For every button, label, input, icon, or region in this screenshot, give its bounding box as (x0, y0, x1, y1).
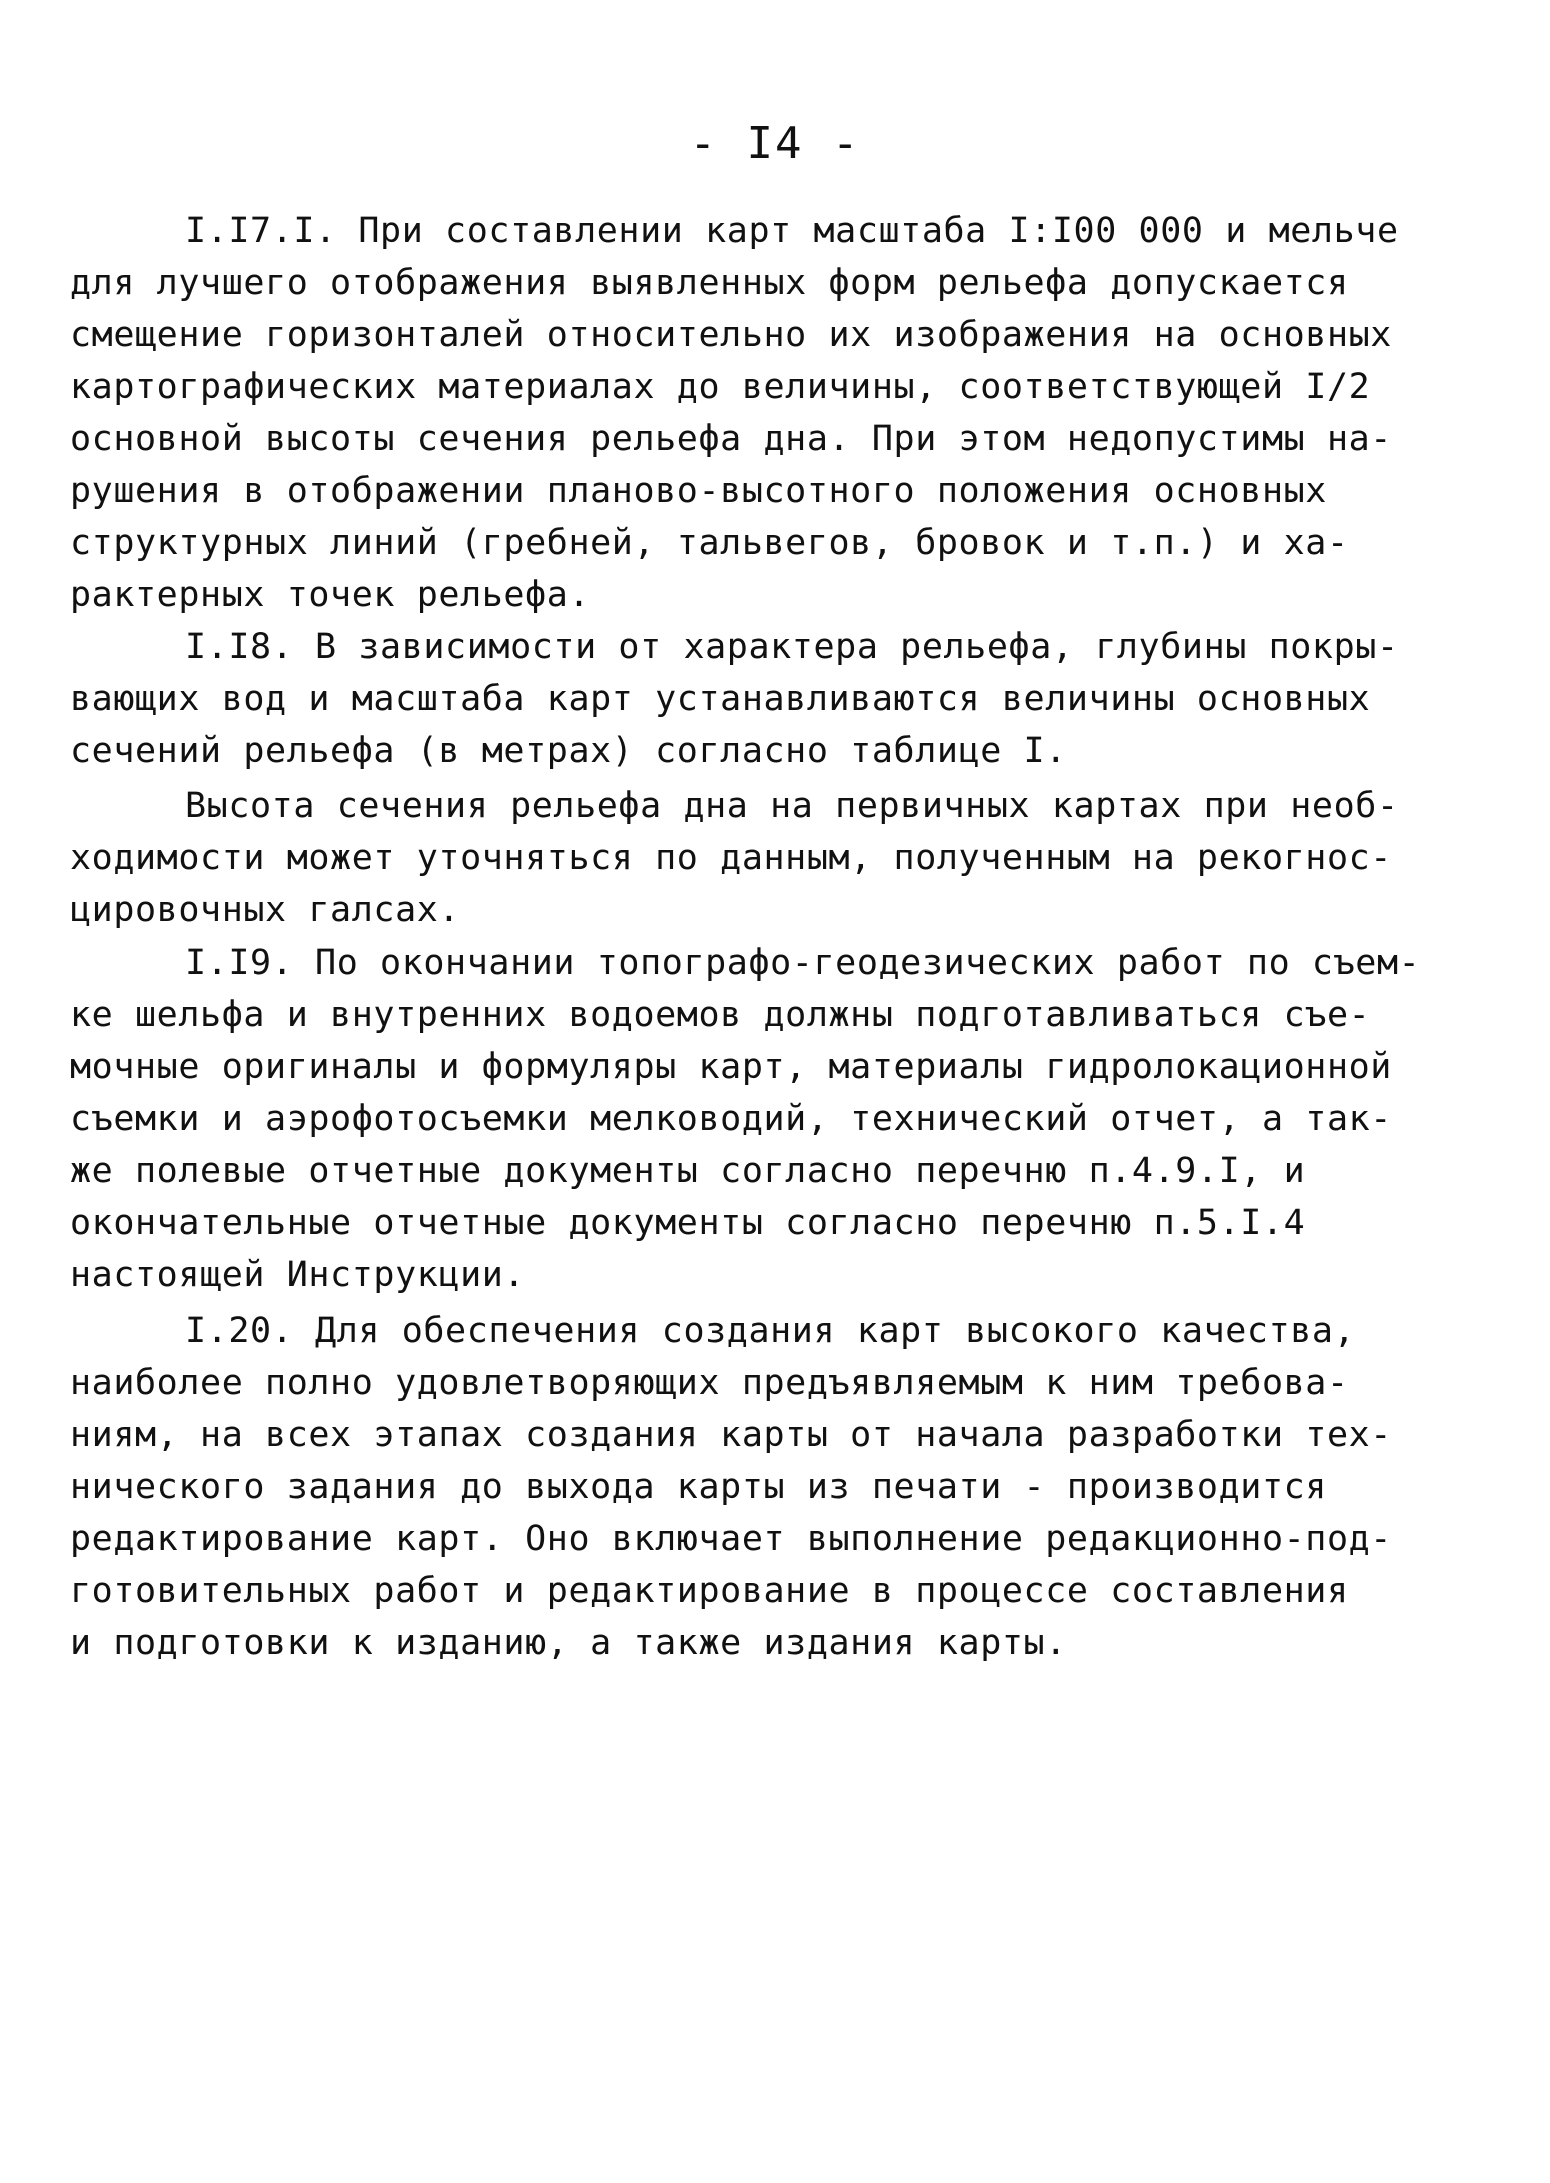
text-line: редактирование карт. Оно включает выполнение редакционно-под- (70, 1519, 1392, 1559)
text-line: съемки и аэрофотосъемки мелководий, технический отчет, а так- (70, 1099, 1392, 1139)
text-line: ниям, на всех этапах создания карты от начала разработки тех- (70, 1415, 1392, 1455)
text-line: наиболее полно удовлетворяющих предъявляемым к ним требова- (70, 1363, 1349, 1403)
page-number: - I4 - (689, 118, 861, 169)
text-line: для лучшего отображения выявленных форм рельефа допускается (70, 263, 1349, 303)
text-line: рактерных точек рельефа. (70, 575, 591, 615)
text-line: сечений рельефа (в метрах) согласно таблице I. (70, 731, 1067, 771)
text-line: вающих вод и масштаба карт устанавливаются величины основных (70, 679, 1371, 719)
text-line: I.I8. В зависимости от характера рельефа, глубины покры- (185, 627, 1399, 667)
text-line: рушения в отображении планово-высотного положения основных (70, 471, 1327, 511)
text-line: I.20. Для обеспечения создания карт высокого качества, (185, 1311, 1356, 1351)
text-line: структурных линий (гребней, тальвегов, бровок и т.п.) и ха- (70, 523, 1349, 563)
text-line: же полевые отчетные документы согласно перечню п.4.9.I, и (70, 1151, 1306, 1191)
text-line: мочные оригиналы и формуляры карт, материалы гидролокационной (70, 1047, 1392, 1087)
text-line: картографических материалах до величины, соответствующей I/2 (70, 367, 1371, 407)
text-line: цировочных галсах. (70, 890, 461, 930)
text-line: и подготовки к изданию, а также издания карты. (70, 1623, 1067, 1663)
text-line: I.I7.I. При составлении карт масштаба I:I00 000 и мельче (185, 211, 1399, 251)
text-line: окончательные отчетные документы согласно перечню п.5.I.4 (70, 1203, 1306, 1243)
text-line: основной высоты сечения рельефа дна. При этом недопустимы на- (70, 419, 1392, 459)
text-line: ходимости может уточняться по данным, полученным на рекогнос- (70, 838, 1392, 878)
text-line: Высота сечения рельефа дна на первичных картах при необ- (185, 786, 1399, 826)
text-line: готовительных работ и редактирование в процессе составления (70, 1571, 1349, 1611)
text-line: настоящей Инструкции. (70, 1255, 526, 1295)
text-line: нического задания до выхода карты из печати - производится (70, 1467, 1327, 1507)
text-line: I.I9. По окончании топографо-геодезических работ по съем- (185, 943, 1421, 983)
text-line: смещение горизонталей относительно их изображения на основных (70, 315, 1392, 355)
text-line: ке шельфа и внутренних водоемов должны подготавливаться съе- (70, 995, 1371, 1035)
